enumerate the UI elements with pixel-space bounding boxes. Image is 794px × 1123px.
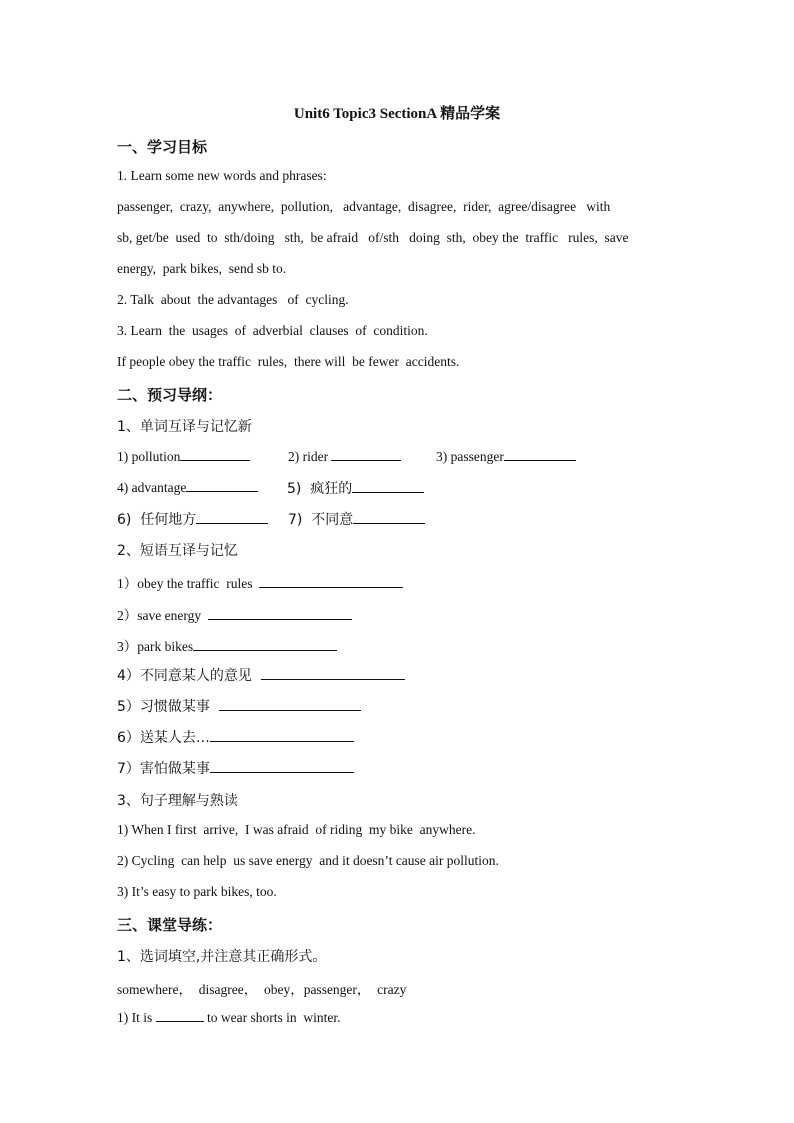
answer-blank[interactable]	[352, 480, 424, 493]
section-heading-preview: 二、预习导纲：	[117, 388, 223, 404]
goal-3: 3. Learn the usages of adverbial clauses of condition.	[117, 323, 428, 338]
phrase-item: 2）save energy	[117, 604, 352, 624]
answer-blank[interactable]	[208, 607, 352, 620]
word-bank: somewhere， disagree， obey，passenger， crazy	[117, 982, 407, 997]
sentence-item: 1) When I first arrive, I was afraid of riding my bike anywhere.	[117, 822, 476, 837]
section-heading-goals: 一、学习目标	[117, 140, 208, 156]
answer-blank[interactable]	[156, 1009, 204, 1022]
preview-phrases-title: 2、短语互译与记忆	[117, 543, 238, 559]
word-item: 3) passenger	[436, 448, 576, 465]
goal-2: 2. Talk about the advantages of cycling.	[117, 292, 349, 307]
sentence-item: 3) It’s easy to park bikes, too.	[117, 884, 277, 899]
practice-q1-title: 1、选词填空,并注意其正确形式。	[117, 949, 327, 965]
page-title: Unit6 Topic3 SectionA 精品学案	[293, 106, 501, 122]
phrase-item: 7）害怕做某事	[117, 758, 354, 778]
answer-blank[interactable]	[331, 448, 401, 461]
phrase-item: 5）习惯做某事	[117, 696, 361, 716]
word-item: 1) pollution	[117, 448, 250, 465]
word-item: 2) rider	[288, 448, 401, 465]
phrase-item: 6）送某人去…	[117, 727, 354, 747]
answer-blank[interactable]	[210, 760, 354, 773]
answer-blank[interactable]	[219, 698, 361, 711]
answer-blank[interactable]	[353, 511, 425, 524]
word-item: 4) advantage	[117, 479, 258, 496]
answer-blank[interactable]	[259, 575, 403, 588]
section-heading-practice: 三、课堂导练：	[117, 918, 223, 934]
answer-blank[interactable]	[180, 448, 250, 461]
goal-3-example: If people obey the traffic rules, there will be fewer accidents.	[117, 354, 460, 369]
answer-blank[interactable]	[193, 638, 337, 651]
goal-1: 1. Learn some new words and phrases:	[117, 168, 327, 183]
preview-sentences-title: 3、句子理解与熟读	[117, 793, 238, 809]
answer-blank[interactable]	[186, 479, 258, 492]
phrase-item: 1）obey the traffic rules	[117, 572, 403, 592]
answer-blank[interactable]	[196, 511, 268, 524]
answer-blank[interactable]	[261, 667, 405, 680]
practice-q1-item-1: 1) It is to wear shorts in winter.	[117, 1010, 341, 1025]
word-item: 7) 不同意	[288, 509, 425, 529]
goal-1-words-line-1: passenger, crazy, anywhere, pollution, advantage, disagree, rider, agree/disagree with	[117, 199, 611, 214]
goal-1-words-line-3: energy, park bikes, send sb to.	[117, 261, 287, 276]
answer-blank[interactable]	[504, 448, 576, 461]
word-item: 5) 疯狂的	[287, 478, 424, 498]
goal-1-words-line-2: sb, get/be used to sth/doing sth, be afraid of/sth doing sth, obey the traffic rules, save	[117, 230, 629, 245]
phrase-item: 4）不同意某人的意见	[117, 665, 405, 685]
word-item: 6) 任何地方	[117, 509, 268, 529]
sentence-item: 2) Cycling can help us save energy and it doesn’t cause air pollution.	[117, 853, 499, 868]
answer-blank[interactable]	[210, 729, 354, 742]
preview-words-title: 1、单词互译与记忆新	[117, 419, 252, 435]
phrase-item: 3）park bikes	[117, 635, 337, 655]
